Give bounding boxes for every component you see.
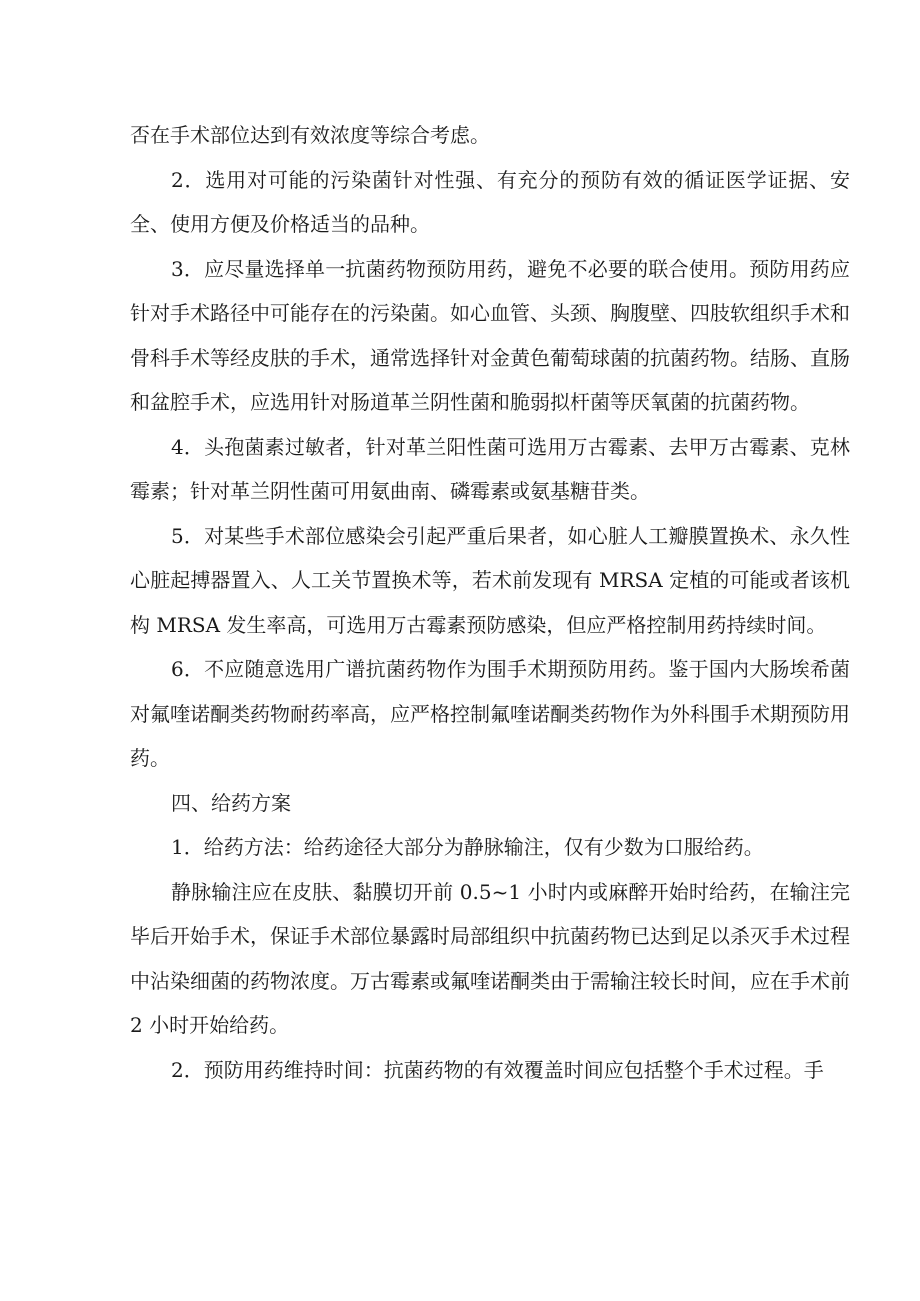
paragraph-dosing-method: 1．给药方法：给药途径大部分为静脉输注，仅有少数为口服给药。 xyxy=(171,835,764,859)
paragraph-continuation: 否在手术部位达到有效浓度等综合考虑。 xyxy=(130,123,490,147)
document-body xyxy=(130,113,850,1092)
paragraph-item-2: 2．选用对可能的污染菌针对性强、有充分的预防有效的循证医学证据、安全、使用方便及价格适当的品种。 xyxy=(130,167,850,236)
section-heading: 四、给药方案 xyxy=(171,790,291,815)
paragraph-iv-infusion: 静脉输注应在皮肤、黏膜切开前 0.5~1 小时内或麻醉开始时给药，在输注完毕后开始手术，保证手术部位暴露时局部组织中抗菌药物已达到足以杀灭手术过程中沾染细菌的药物浓度。万古霉素或氟喹诺酮类由于需输注较长时间，应在手术前 2 小时开始给药。 xyxy=(130,879,850,1037)
paragraph-duration: 2．预防用药维持时间：抗菌药物的有效覆盖时间应包括整个手术过程。手 xyxy=(171,1057,824,1082)
paragraph-item-5: 5．对某些手术部位感染会引起严重后果者，如心脏人工瓣膜置换术、永久性心脏起搏器置入、人工关节置换术等，若术前发现有 MRSA 定植的可能或者该机构 MRSA 发生率高，可选用万古霉素预防感染，但应严格控制用药持续时间。 xyxy=(130,523,850,637)
paragraph-item-6: 6．不应随意选用广谱抗菌药物作为围手术期预防用药。鉴于国内大肠埃希菌对氟喹诺酮类药物耐药率高，应严格控制氟喹诺酮类药物作为外科围手术期预防用药。 xyxy=(130,657,850,770)
paragraph-item-4: 4．头孢菌素过敏者，针对革兰阳性菌可选用万古霉素、去甲万古霉素、克林霉素；针对革兰阴性菌可用氨曲南、磷霉素或氨基糖苷类。 xyxy=(130,434,850,503)
paragraph-item-3: 3．应尽量选择单一抗菌药物预防用药，避免不必要的联合使用。预防用药应针对手术路径中可能存在的污染菌。如心血管、头颈、胸腹壁、四肢软组织手术和骨科手术等经皮肤的手术，通常选择针对金黄色葡萄球菌的抗菌药物。结肠、直肠和盆腔手术，应选用针对肠道革兰阴性菌和脆弱拟杆菌等厌氧菌的抗菌药物。 xyxy=(130,256,850,414)
